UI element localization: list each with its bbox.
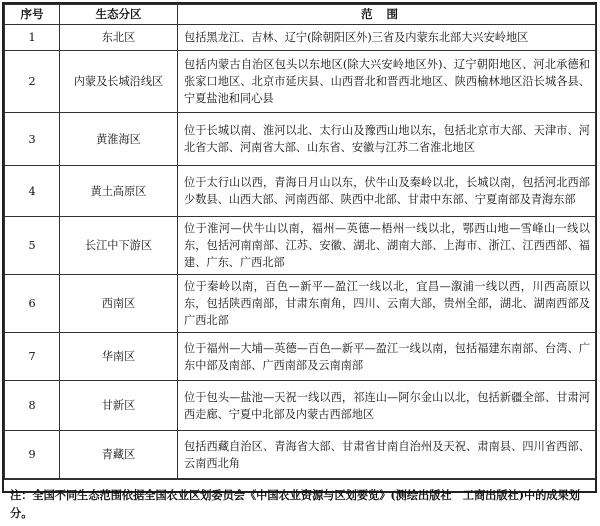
row-number: 3 [5, 113, 60, 166]
zone-name: 黄淮海区 [60, 113, 178, 166]
zone-scope: 包括黑龙江、吉林、辽宁(除朝阳区外)三省及内蒙东北部大兴安岭地区 [178, 25, 596, 51]
zone-name: 长江中下游区 [60, 217, 178, 275]
table-header-row [5, 5, 596, 25]
zone-name: 甘新区 [60, 381, 178, 431]
row-number: 5 [5, 217, 60, 275]
table-row [5, 217, 596, 275]
zone-name: 青藏区 [60, 431, 178, 479]
ecological-zone-table-frame [2, 2, 597, 520]
zone-name: 黄土高原区 [60, 166, 178, 217]
zone-scope: 位于秦岭以南，百色—新平—盈江一线以北，宜昌—溆浦一线以西，川西高原以东，包括陕西南部，甘肃东南角，四川、云南大部，贵州全部，湖北、湖南西部及广西北部 [178, 275, 596, 333]
zone-scope: 包括西藏自治区、青海省大部、甘肃省甘南自治州及天祝、肃南县、四川省西部、云南西北角 [178, 431, 596, 479]
row-number: 6 [5, 275, 60, 333]
zone-name: 内蒙及长城沿线区 [60, 51, 178, 113]
row-number: 2 [5, 51, 60, 113]
header-ecological-zone: 生态分区 [60, 5, 178, 25]
row-number: 7 [5, 333, 60, 381]
ecological-zone-table [4, 4, 596, 479]
zone-name: 东北区 [60, 25, 178, 51]
zone-scope: 位于淮河—伏牛山以南，福州—英德—梧州一线以北，鄂西山地—雪峰山一线以东，包括河南南部、江苏、安徽、湖北、湖南大部、上海市、浙江、江西西部、福建、广东、广西北部 [178, 217, 596, 275]
zone-scope: 位于长城以南、淮河以北、太行山及豫西山地以东，包括北京市大部、天津市、河北省大部、河南省大部、山东省、安徽与江苏二省淮北地区 [178, 113, 596, 166]
zone-name: 西南区 [60, 275, 178, 333]
row-number: 4 [5, 166, 60, 217]
table-row [5, 275, 596, 333]
table-row [5, 113, 596, 166]
zone-scope: 位于福州—大埔—英德—百色—新平—盈江一线以南，包括福建东南部、台湾、广东中部及南部、广西南部及云南南部 [178, 333, 596, 381]
row-number: 1 [5, 25, 60, 51]
zone-scope: 位于太行山以西，青海日月山以东，伏牛山及秦岭以北，长城以南，包括河北西部少数县、山西大部、河南西部、陕西中北部、甘肃中东部、宁夏南部及青海东部 [178, 166, 596, 217]
zone-name: 华南区 [60, 333, 178, 381]
zone-scope: 位于包头—盐池—天祝一线以西，祁连山—阿尔金山以北，包括新疆全部、甘肃河西走廊、宁夏中北部及内蒙古西部地区 [178, 381, 596, 431]
header-serial-number: 序号 [5, 5, 60, 25]
row-number: 9 [5, 431, 60, 479]
table-row [5, 431, 596, 479]
table-row [5, 25, 596, 51]
table-row [5, 166, 596, 217]
table-row [5, 381, 596, 431]
table-row [5, 51, 596, 113]
table-footnote: 注：全国不同生态范围依据全国农业区划委员会《中国农业资源与区划要览》(测绘出版社 工商出版社)中的成果划分。 [4, 479, 595, 526]
table-row [5, 333, 596, 381]
header-scope: 范围 [178, 5, 596, 25]
row-number: 8 [5, 381, 60, 431]
zone-scope: 包括内蒙古自治区包头以东地区(除大兴安岭地区外)、辽宁朝阳地区、河北承德和张家口地区、北京市延庆县、山西晋北和晋西北地区、陕西榆林地区沿长城各县、宁夏盐池和同心县 [178, 51, 596, 113]
